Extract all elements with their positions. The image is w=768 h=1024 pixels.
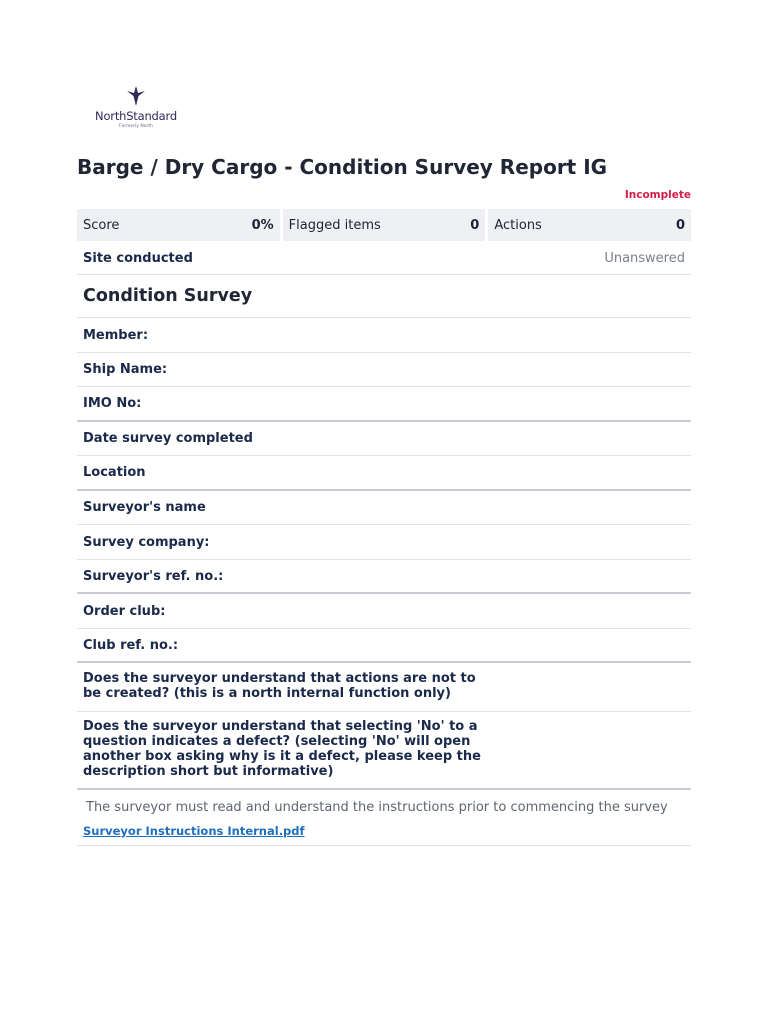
score-cell	[77, 209, 280, 241]
field-label: Club ref. no.:	[83, 637, 179, 653]
report-body	[77, 242, 691, 790]
logo-brand: NorthStandard	[95, 109, 177, 123]
field-label: IMO No:	[83, 396, 142, 411]
field-label: Order club:	[83, 603, 166, 619]
report-title: Barge / Dry Cargo - Condition Survey Report IG	[77, 155, 608, 179]
summary-bar	[77, 209, 691, 241]
site-conducted-answer: Unanswered	[604, 250, 685, 266]
score-label: Score	[83, 217, 120, 233]
section-title: Condition Survey	[83, 286, 253, 306]
status-badge: Incomplete	[624, 189, 691, 201]
field-row-survey-company	[77, 525, 691, 560]
actions-cell	[488, 209, 691, 241]
score-value: 0%	[251, 217, 274, 233]
divider	[77, 845, 691, 846]
field-row-ship-name	[77, 353, 691, 387]
actions-value: 0	[675, 217, 686, 233]
question-text: Does the surveyor understand that actions are not to be created? (this is a north internal function only)	[83, 671, 476, 701]
field-row-location	[77, 456, 691, 491]
field-label: Location	[83, 465, 146, 480]
instruction-note: The surveyor must read and understand the instructions prior to commencing the survey	[86, 800, 668, 815]
section-heading	[77, 275, 691, 318]
field-row-order-club	[77, 594, 691, 629]
logo-tagline: Formerly North	[119, 124, 153, 129]
field-row-surveyors-name	[77, 491, 691, 525]
field-row-date-survey-completed	[77, 422, 691, 456]
field-row-imo-no	[77, 387, 691, 422]
attachment-link[interactable]: Surveyor Instructions Internal.pdf	[83, 824, 305, 838]
field-label: Surveyor's ref. no.:	[83, 568, 224, 584]
logo-mark-icon	[125, 84, 147, 108]
field-label: Ship Name:	[83, 362, 168, 377]
site-conducted-label: Site conducted	[83, 250, 193, 266]
question-row-actions	[77, 663, 691, 712]
field-label: Survey company:	[83, 534, 210, 550]
actions-label: Actions	[494, 217, 542, 233]
flagged-items-value: 0	[470, 217, 480, 233]
flagged-items-label: Flagged items	[288, 217, 381, 233]
field-row-member	[77, 318, 691, 353]
field-label: Date survey completed	[83, 431, 253, 446]
question-text: Does the surveyor understand that selecting 'No' to a question indicates a defect? (selecting 'No' will open another box asking why is it a defect, please keep the description short but informative)	[83, 719, 481, 779]
question-row-defect	[77, 712, 691, 790]
field-label: Member:	[83, 327, 149, 343]
field-label: Surveyor's name	[83, 500, 206, 515]
site-conducted-row	[77, 242, 691, 275]
northstandard-logo	[88, 84, 184, 138]
field-row-surveyors-ref-no	[77, 560, 691, 594]
field-row-club-ref-no	[77, 629, 691, 663]
flagged-items-cell	[283, 209, 486, 241]
